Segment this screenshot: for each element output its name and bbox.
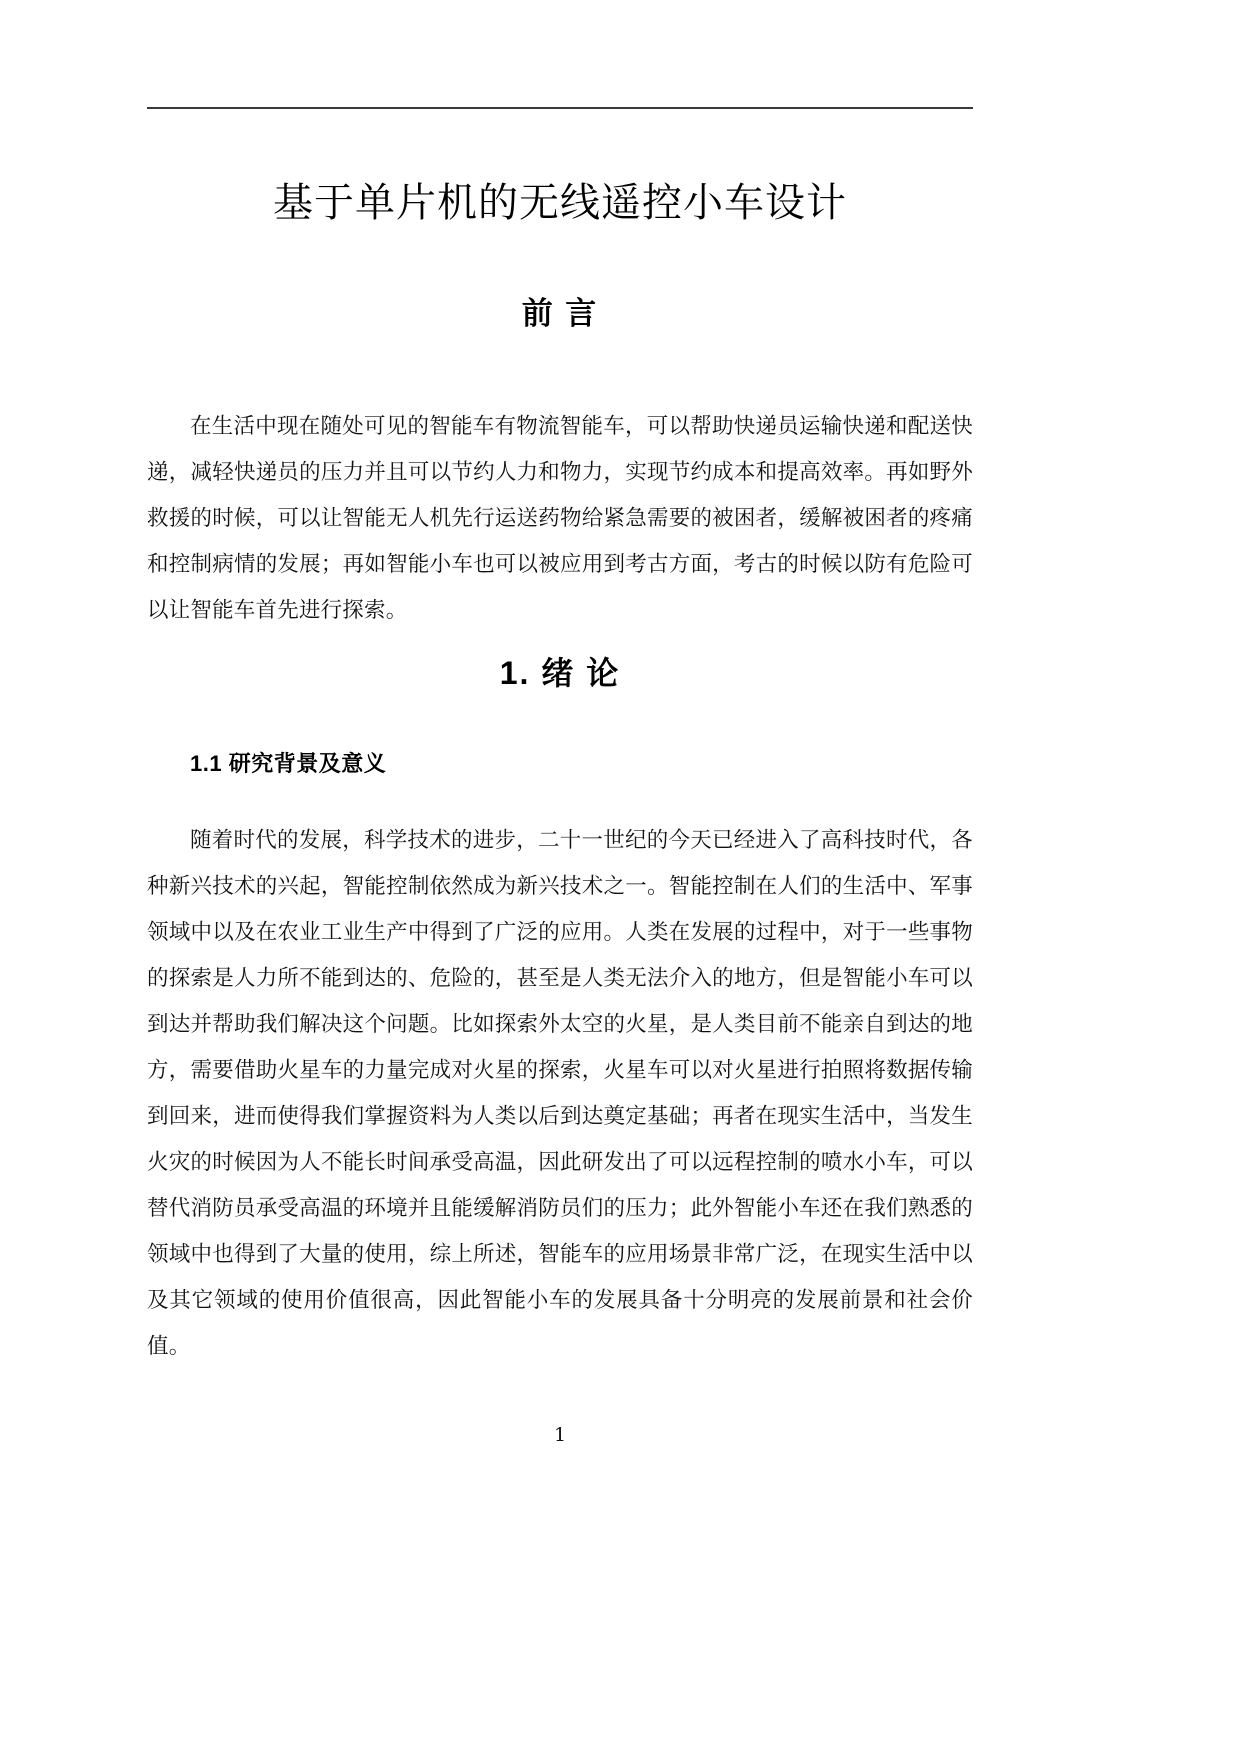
page-title: 基于单片机的无线遥控小车设计 xyxy=(273,181,847,225)
page-header-rule xyxy=(147,107,973,109)
preface-heading: 前 言 xyxy=(521,296,599,331)
section-1-1-paragraph: 随着时代的发展，科学技术的进步，二十一世纪的今天已经进入了高科技时代，各种新兴技术的兴起，智能控制依然成为新兴技术之一。智能控制在人们的生活中、军事领域中以及在农业工业生产中得到了广泛的应用。人类在发展的过程中，对于一些事物的探索是人力所不能到达的、危险的，甚至是人类无法介入的地方，但是智能小车可以到达并帮助我们解决这个问题。比如探索外太空的火星，是人类目前不能亲自到达的地方，需要借助火星车的力量完成对火星的探索，火星车可以对火星进行拍照将数据传输到回来，进而使得我们掌握资料为人类以后到达奠定基础；再者在现实生活中，当发生火灾的时候因为人不能长时间承受高温，因此研发出了可以远程控制的喷水小车，可以替代消防员承受高温的环境并且能缓解消防员们的压力；此外智能小车还在我们熟悉的领域中也得到了大量的使用，综上所述，智能车的应用场景非常广泛，在现实生活中以及其它领域的使用价值很高，因此智能小车的发展具备十分明亮的发展前景和社会价值。 xyxy=(147,827,973,1359)
page-number: 1 xyxy=(553,1424,567,1446)
chapter-1-heading: 1. 绪 论 xyxy=(499,655,621,691)
section-1-1-heading: 1.1 研究背景及意义 xyxy=(190,751,387,776)
preface-paragraph: 在生活中现在随处可见的智能车有物流智能车，可以帮助快递员运输快递和配送快递，减轻快递员的压力并且可以节约人力和物力，实现节约成本和提高效率。再如野外救援的时候，可以让智能无人机先行运送药物给紧急需要的被困者，缓解被困者的疼痛和控制病情的发展；再如智能小车也可以被应用到考古方面，考古的时候以防有危险可以让智能车首先进行探索。 xyxy=(147,413,973,623)
